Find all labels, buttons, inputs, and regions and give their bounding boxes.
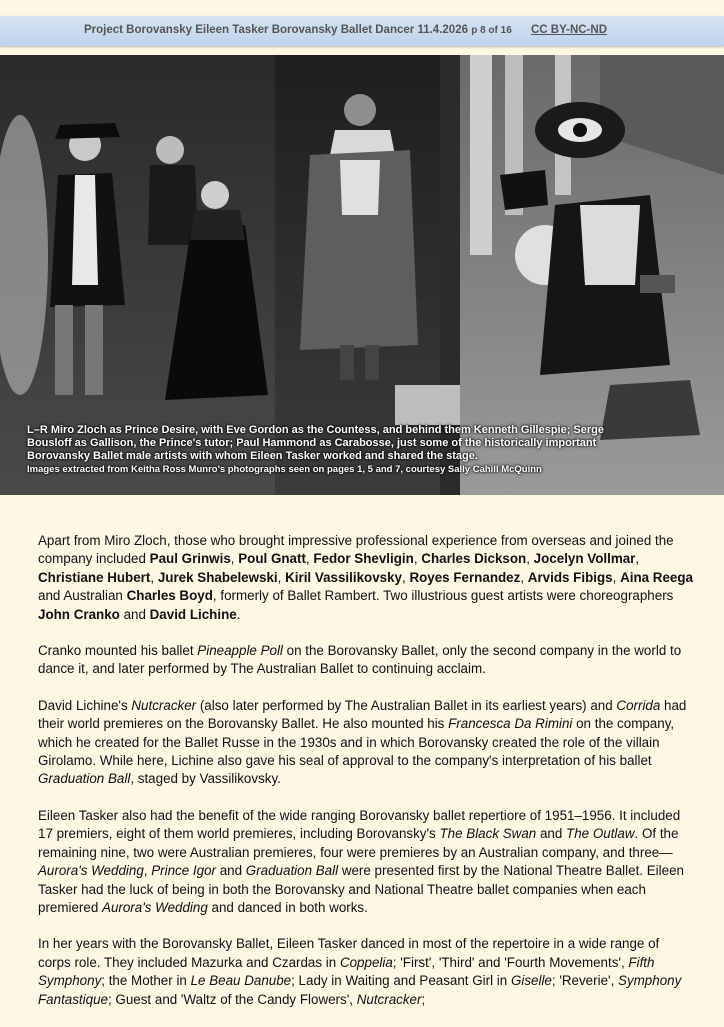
text: (also later performed by The Australian Ballet in its earliest years) and	[196, 697, 617, 713]
dancer-name: Charles Boyd	[126, 588, 213, 604]
dancer-name: Christiane Hubert	[38, 569, 151, 585]
text: and danced in both works.	[207, 899, 368, 915]
text: on the Borovansky Ballet, only the second company in the world to dance it, and later performed by The Australian Ballet to continuing acclaim.	[38, 643, 682, 677]
choreographer-name: John Cranko	[38, 606, 120, 622]
text: and	[215, 863, 246, 879]
text: ; 'First', 'Third' and 'Fourth Movements',	[392, 954, 629, 970]
dancer-name: Fedor Shevligin	[313, 551, 414, 567]
text: David Lichine's	[38, 697, 132, 713]
text: ,	[143, 863, 152, 879]
dancer-name: Jurek Shabelewski	[157, 569, 278, 585]
choreographer-name: David Lichine	[149, 606, 237, 622]
dancer-name: Paul Grinwis	[149, 551, 231, 567]
paragraph	[38, 532, 694, 624]
license-link[interactable]: CC BY-NC-ND	[530, 24, 607, 36]
text: on the company, which he created for the Ballet Russe in the 1930s and in which Borovansky created the role of the villain Girolamo. While here, Lichine also gave his seal of approval to the company's interpretation of his ballet	[38, 716, 675, 769]
text: ,	[401, 569, 410, 585]
text: and	[536, 826, 567, 842]
article-body	[38, 532, 694, 1027]
caption-line: Bousloff as Gallison, the Prince's tutor; Paul Hammond as Carabosse, just some of the historically important	[27, 437, 597, 449]
text: ; Lady in Waiting and Peasant Girl in	[291, 973, 511, 989]
text: ,	[526, 551, 534, 567]
dancer-name: Poul Gnatt	[238, 551, 306, 567]
ballet-title: Fifth Symphony	[38, 954, 655, 989]
caption-line: L–R Miro Zloch as Prince Desire, with Eve Gordon as the Countess, and behind them Kenneth Gillespie; Serge	[27, 424, 605, 436]
paragraph	[38, 642, 694, 679]
text: ,	[635, 551, 640, 567]
page-header	[0, 16, 724, 46]
ballet-title: Aurora's Wedding	[38, 863, 144, 879]
ballet-title: Aurora's Wedding	[102, 899, 208, 915]
text: . Of the remaining nine, two were Australian premieres, four were premieres by an Australian company, and three—	[38, 826, 679, 860]
ballet-title: Le Beau Danube	[190, 973, 292, 989]
dancer-name: Aina Reega	[620, 569, 693, 585]
ballet-title: Coppelia	[339, 954, 393, 970]
ballet-title: Symphony Fantastique	[38, 973, 682, 1007]
text: , staged by Vassilikovsky.	[130, 771, 281, 787]
text: ,	[230, 551, 239, 567]
text: ,	[520, 569, 528, 585]
text: were presented first by the National Theatre Ballet. Eileen Tasker had the luck of being in both the Borovansky and National Theatre ballet companies when each premiered	[38, 863, 684, 915]
text: ;	[421, 991, 426, 1007]
text: ,	[277, 569, 286, 585]
text: , formerly of Ballet Rambert. Two illustrious guest artists were choreographers	[212, 588, 674, 604]
text: ,	[150, 569, 158, 585]
dancer-name: Kiril Vassilikovsky	[285, 569, 402, 585]
text: ; the Mother in	[101, 973, 191, 989]
header-title: Project Borovansky Eileen Tasker Borovansky Ballet Dancer	[84, 24, 415, 36]
text: ; Guest and 'Waltz of the Candy Flowers',	[107, 991, 357, 1007]
text: Cranko mounted his ballet	[38, 643, 198, 659]
text: In her years with the Borovansky Ballet, Eileen Tasker danced in most of the repertoire in a wide range of corps role. They included Mazurka and Czardas in	[38, 936, 660, 970]
text: ,	[612, 569, 621, 585]
ballet-title: Pineapple Poll	[197, 643, 283, 659]
header-text	[84, 24, 607, 36]
caption-line: Borovansky Ballet male artists with whom Eileen Tasker worked and shared the stage.	[27, 450, 478, 462]
dancer-name: Royes Fernandez	[409, 569, 521, 585]
text: had their world premieres on the Borovansky Ballet. He also mounted his	[38, 697, 687, 732]
dancer-name: Arvids Fibigs	[527, 569, 613, 585]
paragraph	[38, 807, 694, 917]
ballet-title: Graduation Ball	[245, 863, 339, 879]
ballet-title: Nutcracker	[131, 697, 197, 713]
text: ; 'Reverie',	[551, 973, 619, 989]
ballet-title: The Black Swan	[439, 826, 537, 842]
ballet-title: Francesca Da Rimini	[448, 716, 573, 732]
ballet-title: Nutcracker	[356, 991, 422, 1007]
ballet-title: Graduation Ball	[38, 771, 131, 787]
text: .	[236, 606, 241, 622]
header-page: p 8 of 16	[471, 25, 512, 36]
ballet-title: The Outlaw	[566, 826, 635, 842]
text: ,	[413, 551, 422, 567]
paragraph	[38, 697, 694, 789]
text: Eileen Tasker also had the benefit of the wide ranging Borovansky ballet repertiore of 1951–1956. It included 17 premiers, eight of them world premieres, including Borovansky's	[38, 807, 681, 842]
dancer-name: Jocelyn Vollmar	[533, 551, 636, 567]
header-date: 11.4.2026	[417, 24, 468, 36]
ballet-title: Prince Igor	[151, 863, 216, 879]
ballet-title: Corrida	[616, 697, 661, 713]
photo-collage	[0, 55, 724, 495]
paragraph	[38, 935, 694, 1009]
text: and	[119, 606, 150, 622]
ballet-title: Giselle	[510, 973, 552, 989]
text: Apart from Miro Zloch, those who brought impressive professional experience from overseas and joined the company included	[38, 533, 674, 567]
caption-credit: Images extracted from Keitha Ross Munro's photographs seen on pages 1, 5 and 7, courtesy Sally Cahill McQuinn	[27, 464, 542, 475]
text: and Australian	[38, 588, 127, 604]
dancer-name: Charles Dickson	[421, 551, 527, 567]
text: ,	[305, 551, 314, 567]
photo-caption	[27, 424, 707, 476]
